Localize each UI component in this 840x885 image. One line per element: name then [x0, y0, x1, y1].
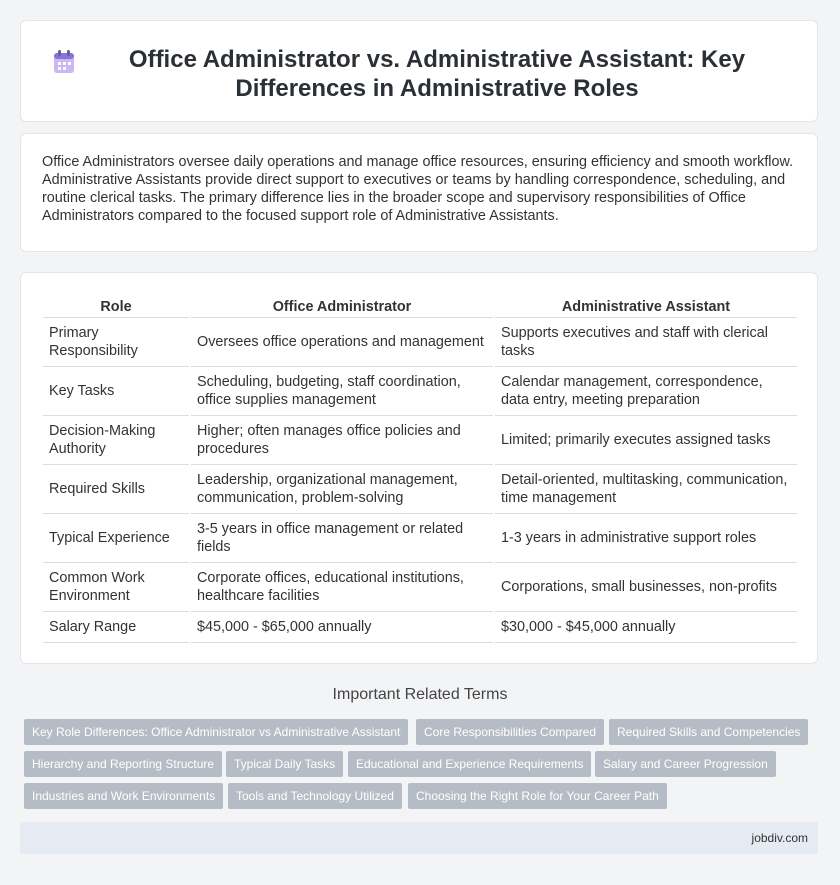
table-row — [43, 465, 797, 514]
related-term-tag[interactable]: Key Role Differences: Office Administrator vs Administrative Assistant — [24, 719, 408, 745]
row-label: Primary Responsibility — [43, 318, 189, 367]
column-header-administrative-assistant: Administrative Assistant — [495, 295, 797, 318]
row-label: Required Skills — [43, 465, 189, 514]
column-header-role: Role — [43, 295, 189, 318]
related-term-tag[interactable]: Choosing the Right Role for Your Career Path — [408, 783, 667, 809]
intro-paragraph: Office Administrators oversee daily operations and manage office resources, ensuring efficiency and smooth workflow. Administrative Assistants provide direct support to executives or teams by handling correspondence, scheduling, and routine clerical tasks. The primary difference lies in the broader scope and supervisory responsibilities of Office Administrators compared to the focused support role of Administrative Assistants. — [42, 154, 794, 224]
row-label: Common Work Environment — [43, 563, 189, 612]
related-term-tag[interactable]: Tools and Technology Utilized — [228, 783, 402, 809]
administrative-assistant-cell: Limited; primarily executes assigned tasks — [495, 416, 797, 465]
office-administrator-cell: Scheduling, budgeting, staff coordination, office supplies management — [191, 367, 493, 416]
office-administrator-cell: Leadership, organizational management, communication, problem-solving — [191, 465, 493, 514]
administrative-assistant-cell: 1-3 years in administrative support roles — [495, 514, 797, 563]
table-row — [43, 318, 797, 367]
row-label: Decision-Making Authority — [43, 416, 189, 465]
related-term-tag[interactable]: Educational and Experience Requirements — [348, 751, 591, 777]
intro-card — [20, 133, 818, 252]
related-term-tag[interactable]: Industries and Work Environments — [24, 783, 223, 809]
administrative-assistant-cell: Detail-oriented, multitasking, communication, time management — [495, 465, 797, 514]
table-row — [43, 563, 797, 612]
related-terms-heading: Important Related Terms — [332, 686, 508, 703]
related-term-tag[interactable]: Core Responsibilities Compared — [416, 719, 604, 745]
title-wrap — [21, 45, 817, 103]
related-term-tag[interactable]: Required Skills and Competencies — [609, 719, 808, 745]
office-administrator-cell: Higher; often manages office policies and procedures — [191, 416, 493, 465]
page-title: Office Administrator vs. Administrative Assistant: Key Differences in Administrative Roles — [128, 46, 746, 102]
calendar-icon — [51, 48, 77, 76]
office-administrator-cell: Corporate offices, educational institutions, healthcare facilities — [191, 563, 493, 612]
row-label: Salary Range — [43, 612, 189, 643]
office-administrator-cell: $45,000 - $65,000 annually — [191, 612, 493, 643]
footer-bar — [20, 822, 818, 854]
related-term-tag[interactable]: Salary and Career Progression — [595, 751, 776, 777]
administrative-assistant-cell: Supports executives and staff with clerical tasks — [495, 318, 797, 367]
related-term-tag[interactable]: Typical Daily Tasks — [226, 751, 343, 777]
table-header-row — [43, 295, 797, 318]
comparison-table — [41, 295, 799, 643]
table-row — [43, 514, 797, 563]
column-header-office-administrator: Office Administrator — [191, 295, 493, 318]
related-term-tag[interactable]: Hierarchy and Reporting Structure — [24, 751, 222, 777]
administrative-assistant-cell: Calendar management, correspondence, data entry, meeting preparation — [495, 367, 797, 416]
header-card — [20, 20, 818, 122]
row-label: Key Tasks — [43, 367, 189, 416]
table-row — [43, 367, 797, 416]
administrative-assistant-cell: $30,000 - $45,000 annually — [495, 612, 797, 643]
row-label: Typical Experience — [43, 514, 189, 563]
table-row — [43, 416, 797, 465]
footer-site-link[interactable]: jobdiv.com — [751, 831, 808, 845]
office-administrator-cell: Oversees office operations and management — [191, 318, 493, 367]
table-row — [43, 612, 797, 643]
office-administrator-cell: 3-5 years in office management or related fields — [191, 514, 493, 563]
administrative-assistant-cell: Corporations, small businesses, non-profits — [495, 563, 797, 612]
comparison-table-card — [20, 272, 818, 664]
